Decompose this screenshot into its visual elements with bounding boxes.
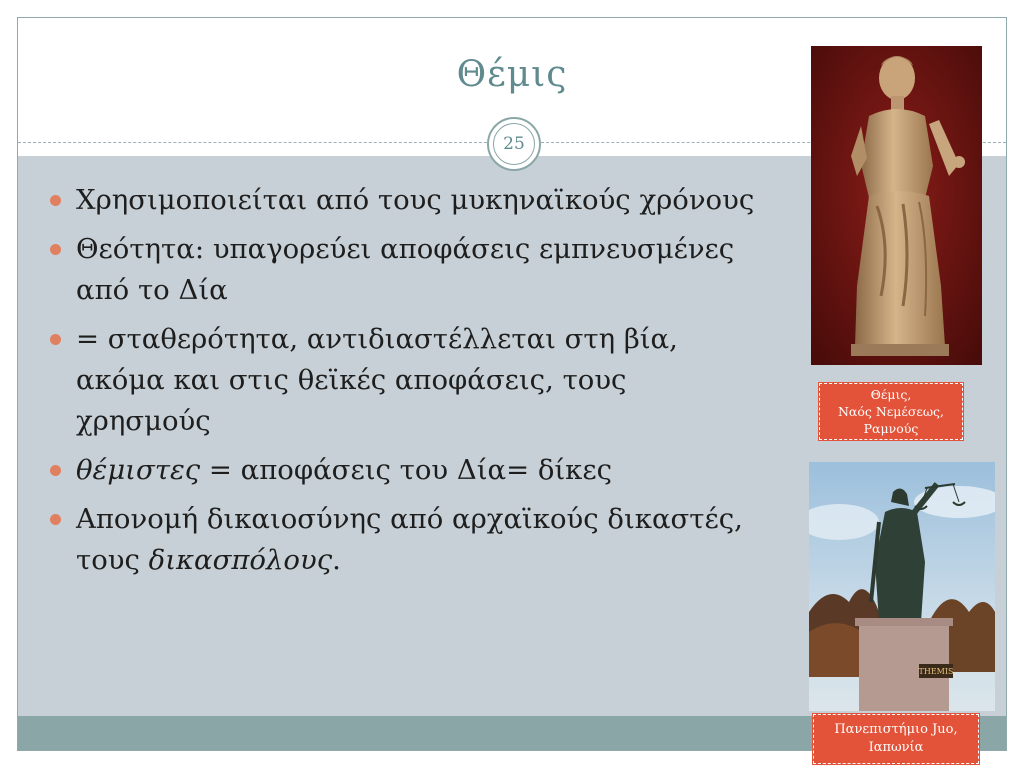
bullet-text: = αποφάσεις του Δία= δίκες [200,454,613,486]
caption-line: Ιαπωνία [868,740,924,755]
bullet-dot-icon [50,514,61,525]
slide-number: 25 [493,123,535,165]
bullet-item [48,499,768,581]
slide-number-badge [487,117,541,171]
bullet-item [48,450,768,491]
caption-line: Ραμνούς [863,421,919,436]
caption-line: Θέμις, [870,387,912,402]
bullet-dot-icon [50,244,61,255]
bullet-dot-icon [50,334,61,345]
bullet-item [48,180,768,221]
bullet-text: Χρησιμοποιείται από τους μυκηναϊκούς χρόνους [76,184,755,216]
caption-line: Πανεπιστήμιο Juo, [834,722,958,737]
bullet-list [48,180,768,589]
bullet-text: Θεότητα: υπαγορεύει αποφάσεις εμπνευσμένες από το Δία [76,233,735,306]
marble-statue-caption [819,383,963,440]
bullet-item [48,229,768,311]
bullet-dot-icon [50,465,61,476]
themis-bronze-statue-image [809,462,995,711]
bullet-text-italic: θέμιστες [76,454,201,486]
slide-title: Θέμις [456,54,568,95]
bullet-text: = σταθερότητα, αντιδιαστέλλεται στη βία, ακόμα και στις θεϊκές αποφάσεις, τους χρησμούς [76,323,678,437]
bullet-dot-icon [50,195,61,206]
statue-illustration [811,46,982,365]
bullet-text: . [332,544,341,576]
caption-line: Ναός Νεμέσεως, [837,404,945,419]
bronze-statue-caption [813,714,979,764]
bullet-item [48,319,768,442]
title-divider-left [18,142,487,143]
plinth-label: THEMIS [918,667,954,676]
themis-marble-statue-image [811,46,982,365]
bullet-text: Απονομή δικαιοσύνης από αρχαϊκούς δικαστές, τους [76,503,743,576]
bullet-text-italic: δικασπόλους [148,544,333,576]
bronze-statue-illustration [809,462,995,711]
